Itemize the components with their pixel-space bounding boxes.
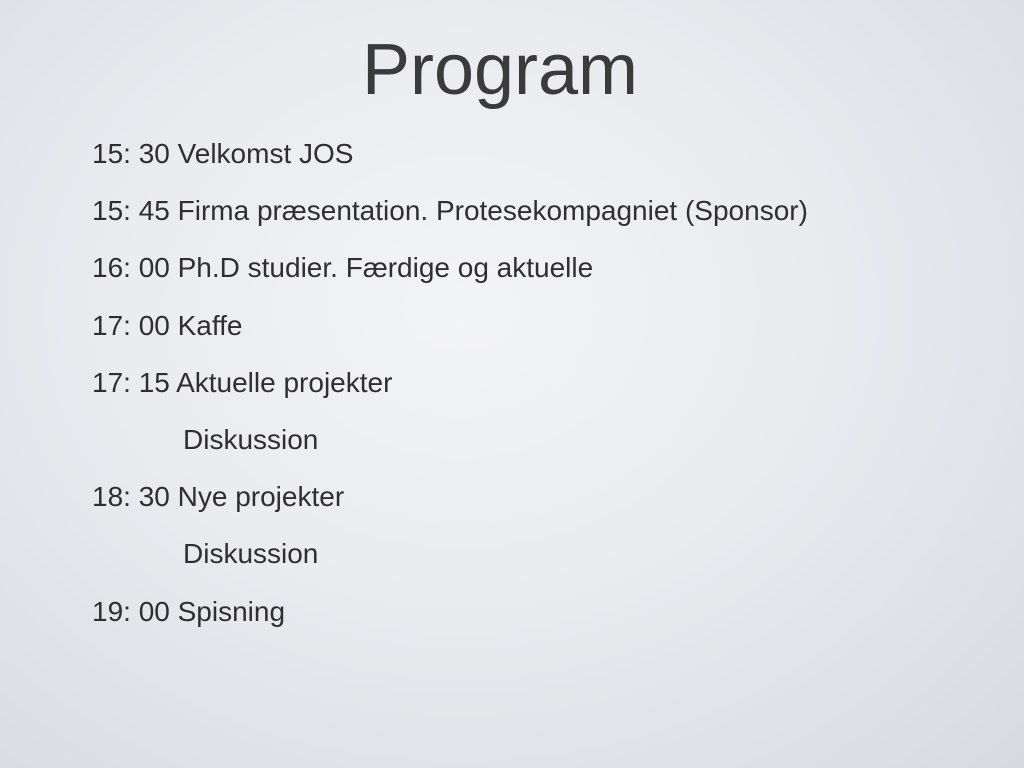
agenda-item-1600: 16: 00 Ph.D studier. Færdige og aktuelle <box>92 252 594 284</box>
agenda-item-1545: 15: 45 Firma præsentation. Protesekompagniet (Sponsor) <box>92 195 808 227</box>
agenda-item-1530: 15: 30 Velkomst JOS <box>92 138 354 169</box>
slide-title: Program <box>361 30 639 110</box>
agenda-item-1830: 18: 30 Nye projekter <box>92 481 345 513</box>
agenda-subitem-diskussion: Diskussion <box>183 423 319 455</box>
agenda-list <box>92 134 992 649</box>
agenda-item-1715: 17: 15 Aktuelle projekter <box>92 366 393 398</box>
agenda-item-1900: 19: 00 Spisning <box>92 595 286 627</box>
agenda-subitem-diskussion: Diskussion <box>183 538 319 570</box>
agenda-item-1700: 17: 00 Kaffe <box>92 309 243 341</box>
